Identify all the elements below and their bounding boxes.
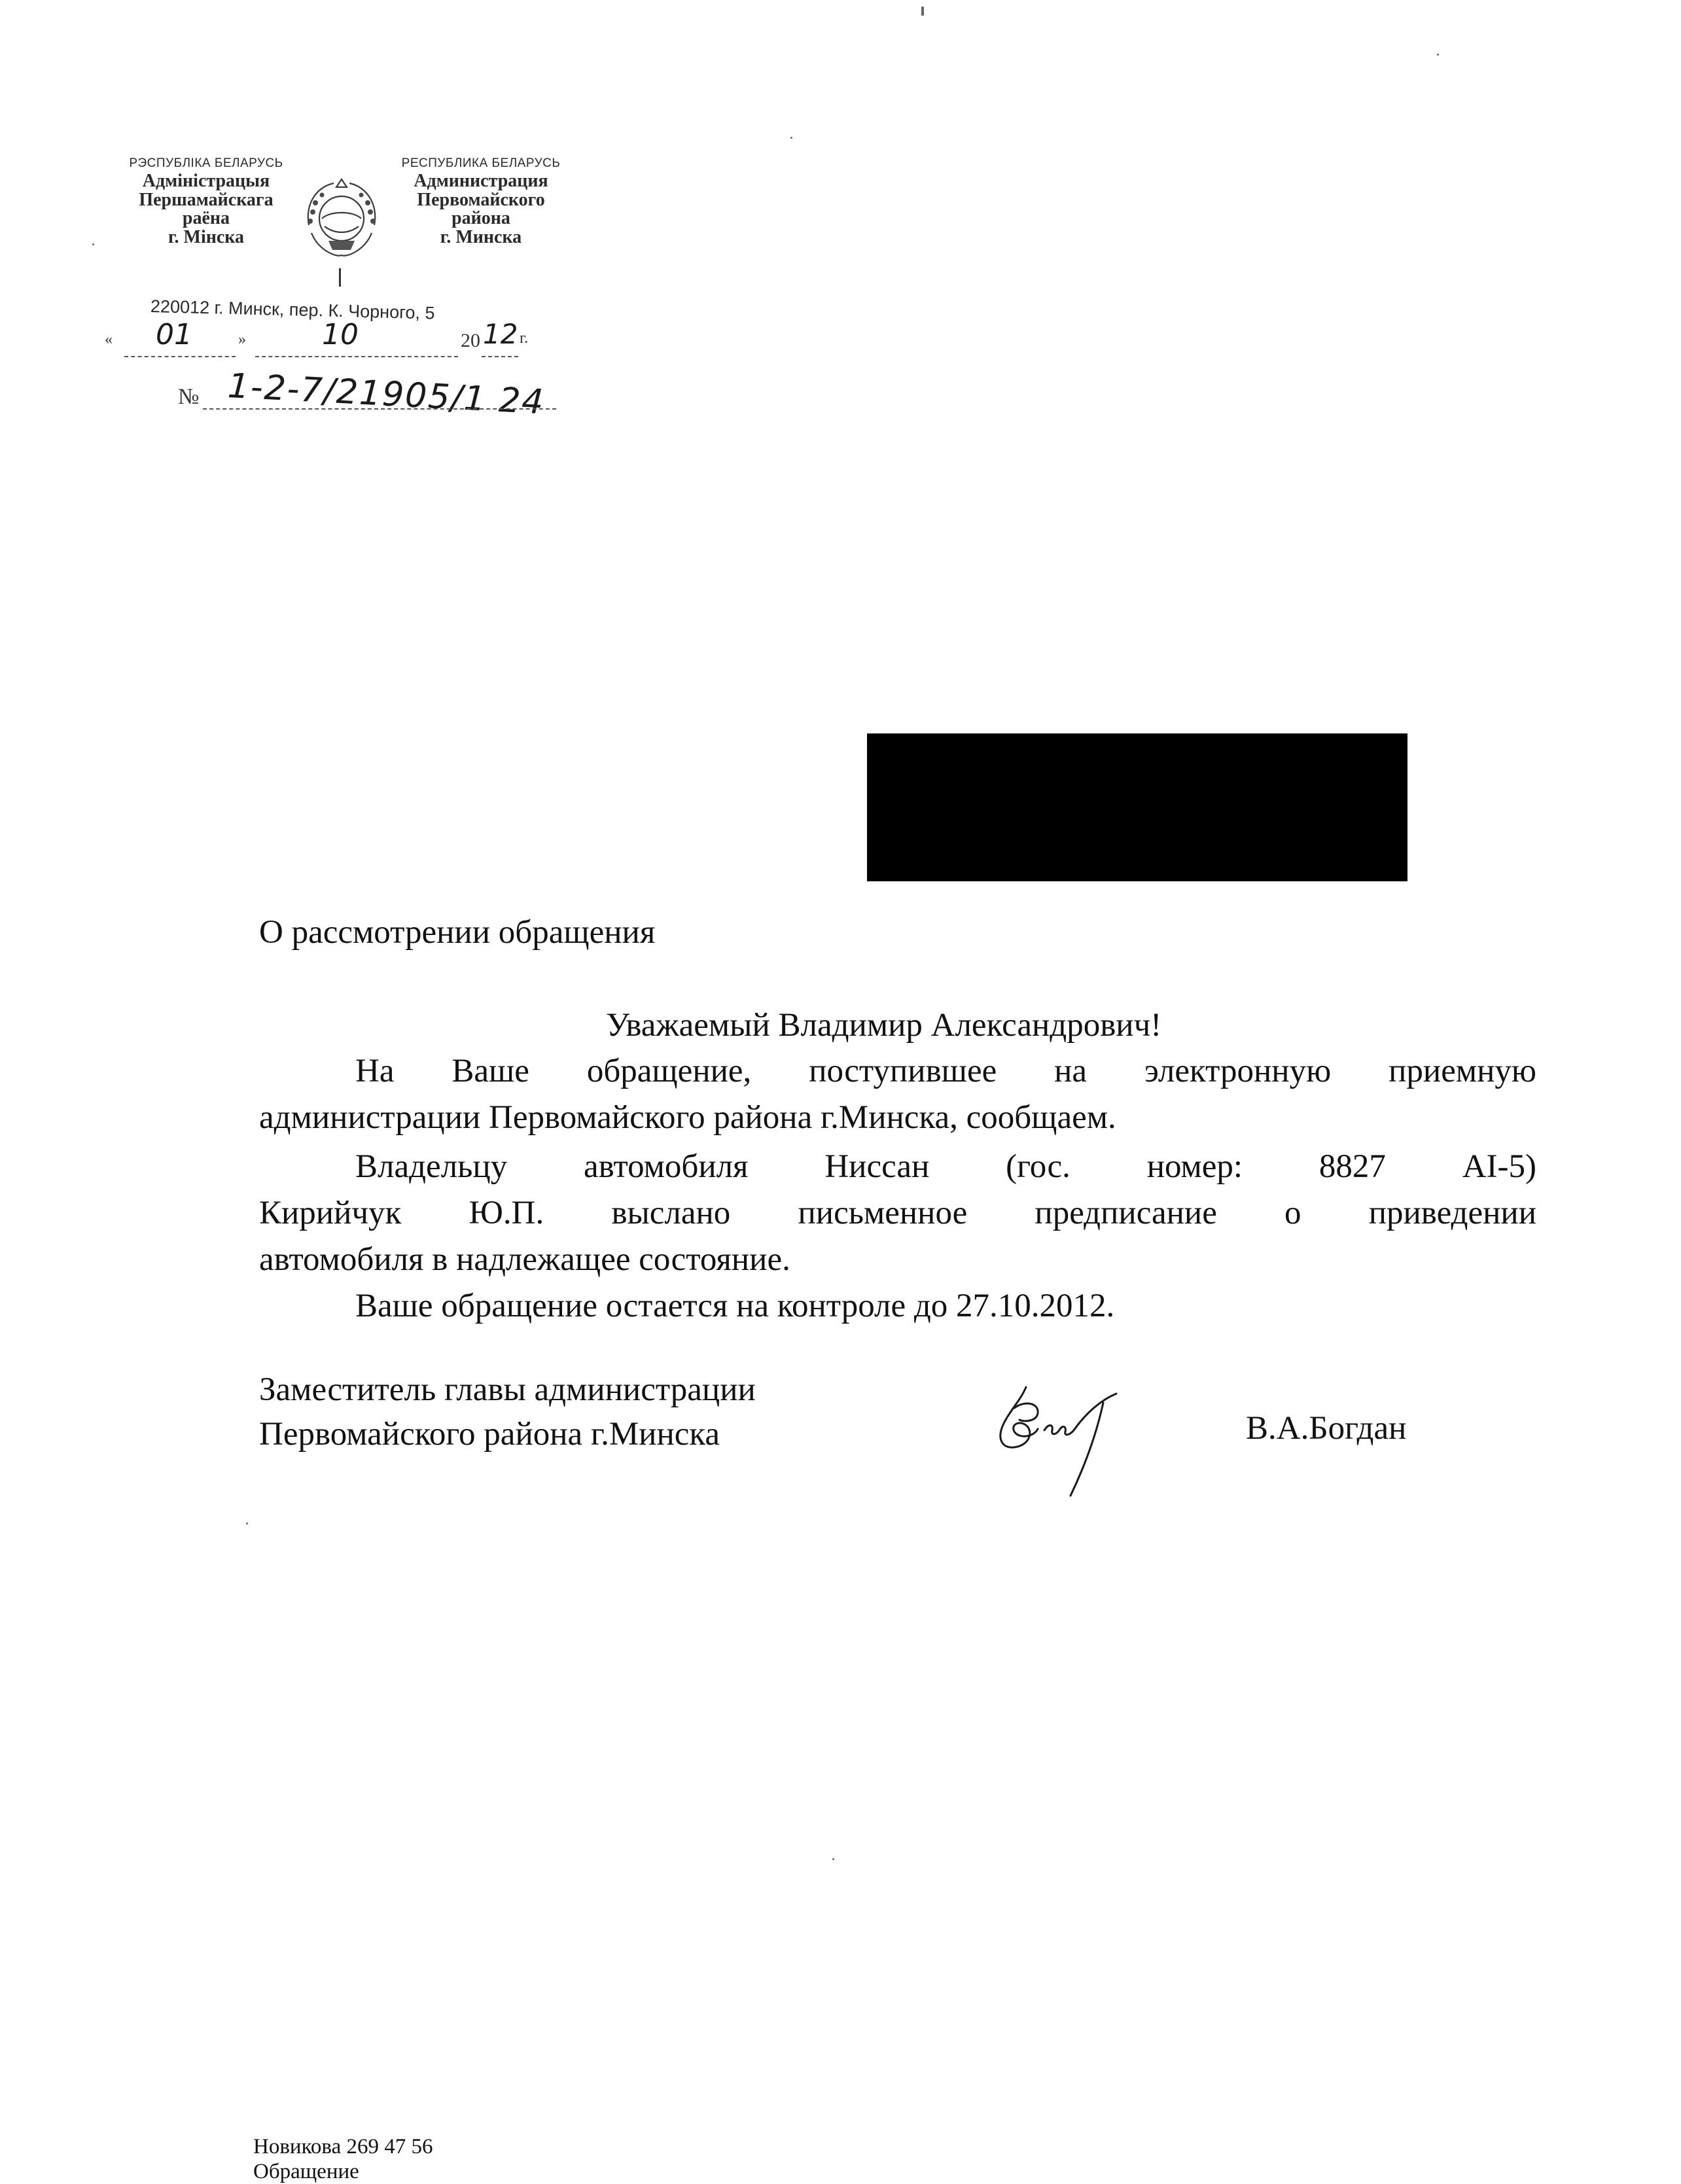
scan-speck (92, 243, 94, 245)
letterhead-russian (393, 157, 569, 247)
paragraph-line: На Ваше обращение, поступившее на электронную приемную (355, 1053, 1536, 1089)
paragraph-line: Ваше обращение остается на контроле до 27.10.2012. (355, 1288, 1115, 1324)
letterhead-line: г. Мінска (168, 227, 245, 248)
date-year-end: г. (520, 330, 529, 347)
scan-speck (790, 137, 792, 139)
file-reference: Обращение (253, 2160, 359, 2183)
signatory-name: В.А.Богдан (1246, 1410, 1407, 1447)
date-day: 01 (156, 318, 192, 351)
date-year-prefix: 20 (461, 330, 480, 351)
letterhead-country-ru: РЕСПУБЛИКА БЕЛАРУСЬ (401, 156, 561, 170)
handwritten-signature (988, 1374, 1158, 1505)
paragraph-line: автомобиля в надлежащее состояние. (259, 1241, 790, 1278)
letterhead-line: Первомайского (417, 189, 545, 210)
salutation: Уважаемый Владимир Александрович! (606, 1007, 1162, 1044)
letterhead-divider (339, 268, 341, 287)
letterhead-stamp (105, 156, 589, 445)
date-year-hand: 12 (483, 318, 518, 350)
letterhead-address: 220012 г. Минск, пер. К. Чорного, 5 (150, 296, 435, 323)
date-close-quote: » (238, 331, 246, 348)
letterhead-country-by: РЭСПУБЛІКА БЕЛАРУСЬ (129, 156, 283, 170)
signatory-title-line: Первомайского района г.Минска (259, 1416, 720, 1453)
letterhead-line: района (451, 208, 510, 229)
paragraph-line: Кирийчук Ю.П. выслано письменное предписание о приведении (259, 1195, 1536, 1231)
outgoing-number-field (118, 366, 589, 425)
paragraph-line: Владельцу автомобиля Ниссан (гос. номер: 8827 AI-5) (355, 1148, 1536, 1185)
letterhead-line: Першамайскага (139, 189, 274, 210)
scan-speck (246, 1523, 248, 1524)
scan-speck (921, 7, 924, 16)
letterhead-line: г. Минска (440, 227, 522, 248)
signatory-title-line: Заместитель главы администрации (259, 1371, 756, 1408)
letter-subject: О рассмотрении обращения (259, 914, 656, 951)
letterhead-line: Адміністрацыя (142, 171, 270, 192)
signatory-title (259, 1367, 756, 1456)
letterhead-belarusian (118, 157, 294, 247)
letterhead-line: Администрация (414, 171, 548, 192)
date-field (105, 318, 576, 360)
letterhead-line: раёна (182, 208, 230, 229)
executor-name-phone: Новикова 269 47 56 (253, 2135, 433, 2158)
paragraph-line: администрации Первомайского района г.Минска, сообщаем. (259, 1099, 1116, 1136)
executor-note (253, 2134, 433, 2184)
date-month: 10 (322, 318, 359, 351)
outgoing-number: 1-2-7/21905/1 24 (226, 366, 546, 423)
redacted-addressee (867, 733, 1407, 881)
scan-speck (1437, 54, 1439, 56)
state-emblem-icon (296, 173, 387, 264)
scan-speck (832, 1858, 834, 1860)
number-label: № (178, 385, 200, 409)
date-open-quote: « (105, 331, 113, 348)
